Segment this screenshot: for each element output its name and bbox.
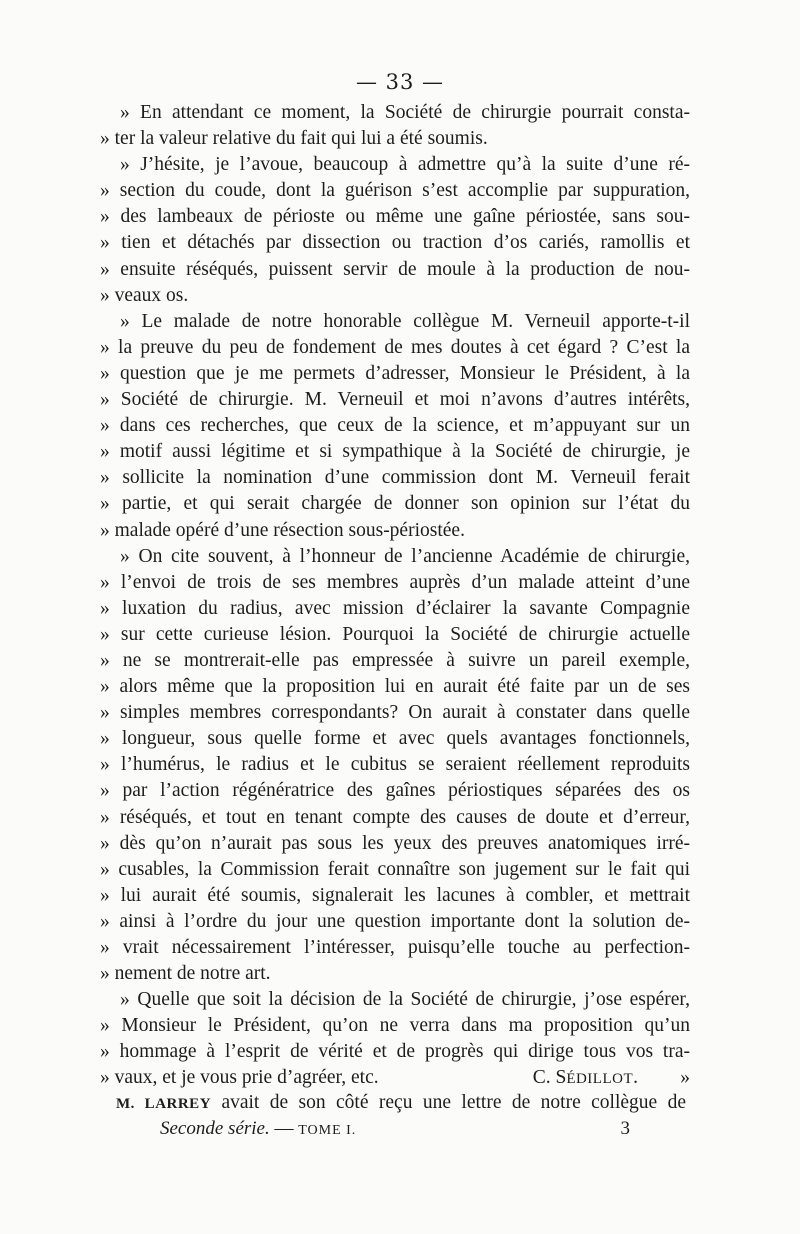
text-line: » dès qu’on n’aurait pas sous les yeux des preuves anatomiques irré- — [100, 832, 690, 854]
text-line: » question que je me permets d’adresser, Monsieur le Président, à la — [100, 362, 690, 384]
signature-initial: C. S — [532, 1067, 567, 1089]
text-line: » par l’action régénératrice des gaînes périostiques séparées des os — [100, 780, 690, 802]
closing-text: avait de son côté reçu une lettre de notre collègue de — [221, 1092, 687, 1113]
text-line: » réséqués, et tout en tenant compte des causes de doute et d’erreur, — [100, 806, 690, 828]
page-number: — 33 — — [355, 70, 445, 94]
signature-number: 3 — [620, 1118, 630, 1139]
text-line: » luxation du radius, avec mission d’éclairer la savante Compagnie — [100, 597, 690, 619]
signature-suffix: . — [633, 1067, 638, 1089]
text-line: » lui aurait été soumis, signalerait les lacunes à combler, et mettrait — [100, 884, 690, 906]
text-line: » cusables, la Commission ferait connaître son jugement sur le fait qui — [100, 858, 690, 880]
author-signature — [533, 1065, 638, 1092]
text-line: » veaux os. — [100, 284, 189, 306]
text-line — [100, 1065, 690, 1091]
text-line: » Le malade de notre honorable collègue M. Verneuil apporte-t-il — [120, 310, 690, 332]
text-line: » motif aussi légitime et si sympathique à la Société de chirurgie, je — [100, 441, 690, 463]
text-line: » longueur, sous quelle forme et avec quels avantages fonctionnels, — [100, 728, 690, 750]
text-line: » ter la valeur relative du fait qui lui a été soumis. — [100, 128, 488, 150]
text-line: » Monsieur le Président, qu’on ne verra dans ma proposition qu’un — [100, 1015, 690, 1037]
text-line: » ainsi à l’ordre du jour une question importante dont la solution de- — [100, 910, 690, 932]
text-line: » malade opéré d’une résection sous-périostée. — [100, 519, 465, 541]
text-line: » Quelle que soit la décision de la Société de chirurgie, j’ose espérer, — [120, 989, 690, 1011]
signature-name: ÉDILLOT — [566, 1071, 634, 1088]
speaker-name: M. LARREY — [116, 1096, 212, 1112]
text-line: » dans ces recherches, que ceux de la science, et m’appuyant sur un — [100, 415, 690, 437]
text-line: » l’envoi de trois de ses membres auprès d’un malade atteint d’une — [100, 571, 690, 593]
closing-quote: » — [680, 1067, 690, 1089]
footer-dash: — — [274, 1118, 294, 1139]
text-line: » simples membres correspondants? On aurait à constater dans quelle — [100, 702, 690, 724]
text-line: » ne se montrerait-elle pas empressée à suivre un pareil exemple, — [100, 649, 690, 671]
text-line: » tien et détachés par dissection ou traction d’os cariés, ramollis et — [100, 232, 690, 254]
text-line: » En attendant ce moment, la Société de chirurgie pourrait consta- — [120, 102, 690, 123]
text-line: » ensuite réséqués, puissent servir de moule à la production de nou- — [100, 258, 690, 280]
text-line: » vrait nécessairement l’intéresser, puisqu’elle touche au perfection- — [100, 937, 690, 958]
text-line: » la preuve du peu de fondement de mes doutes à cet égard ? C’est la — [100, 336, 690, 358]
text-line: » sur cette curieuse lésion. Pourquoi la Société de chirurgie actuelle — [100, 623, 690, 645]
closing-line — [116, 1092, 686, 1114]
text-line: » l’humérus, le radius et le cubitus se seraient réellement reproduits — [100, 754, 690, 776]
page-footer — [160, 1118, 630, 1140]
series-label: Seconde série. — [160, 1118, 270, 1139]
text-line: » sollicite la nomination d’une commission dont M. Verneuil ferait — [100, 467, 690, 489]
text-line: » hommage à l’esprit de vérité et de progrès qui dirige tous vos tra- — [100, 1041, 690, 1063]
letter-body — [100, 100, 690, 1092]
text-line: » section du coude, dont la guérison s’est accomplie par suppuration, — [100, 180, 690, 202]
tome-label: TOME I. — [298, 1123, 357, 1138]
text-line: » alors même que la proposition lui en aurait été faite par un de ses — [100, 676, 690, 698]
text-line: » nement de notre art. — [100, 963, 271, 985]
text-line: » On cite souvent, à l’honneur de l’ancienne Académie de chirurgie, — [120, 545, 690, 567]
text-line: » des lambeaux de périoste ou même une gaîne périostée, sans sou- — [100, 206, 690, 228]
text-line-content: » vaux, et je vous prie d’agréer, etc. — [100, 1067, 379, 1089]
text-line: » Société de chirurgie. M. Verneuil et moi n’avons d’autres intérêts, — [100, 389, 690, 411]
text-line: » J’hésite, je l’avoue, beaucoup à admettre qu’à la suite d’une ré- — [120, 154, 690, 176]
text-line: » partie, et qui serait chargée de donner son opinion sur l’état du — [100, 493, 690, 515]
